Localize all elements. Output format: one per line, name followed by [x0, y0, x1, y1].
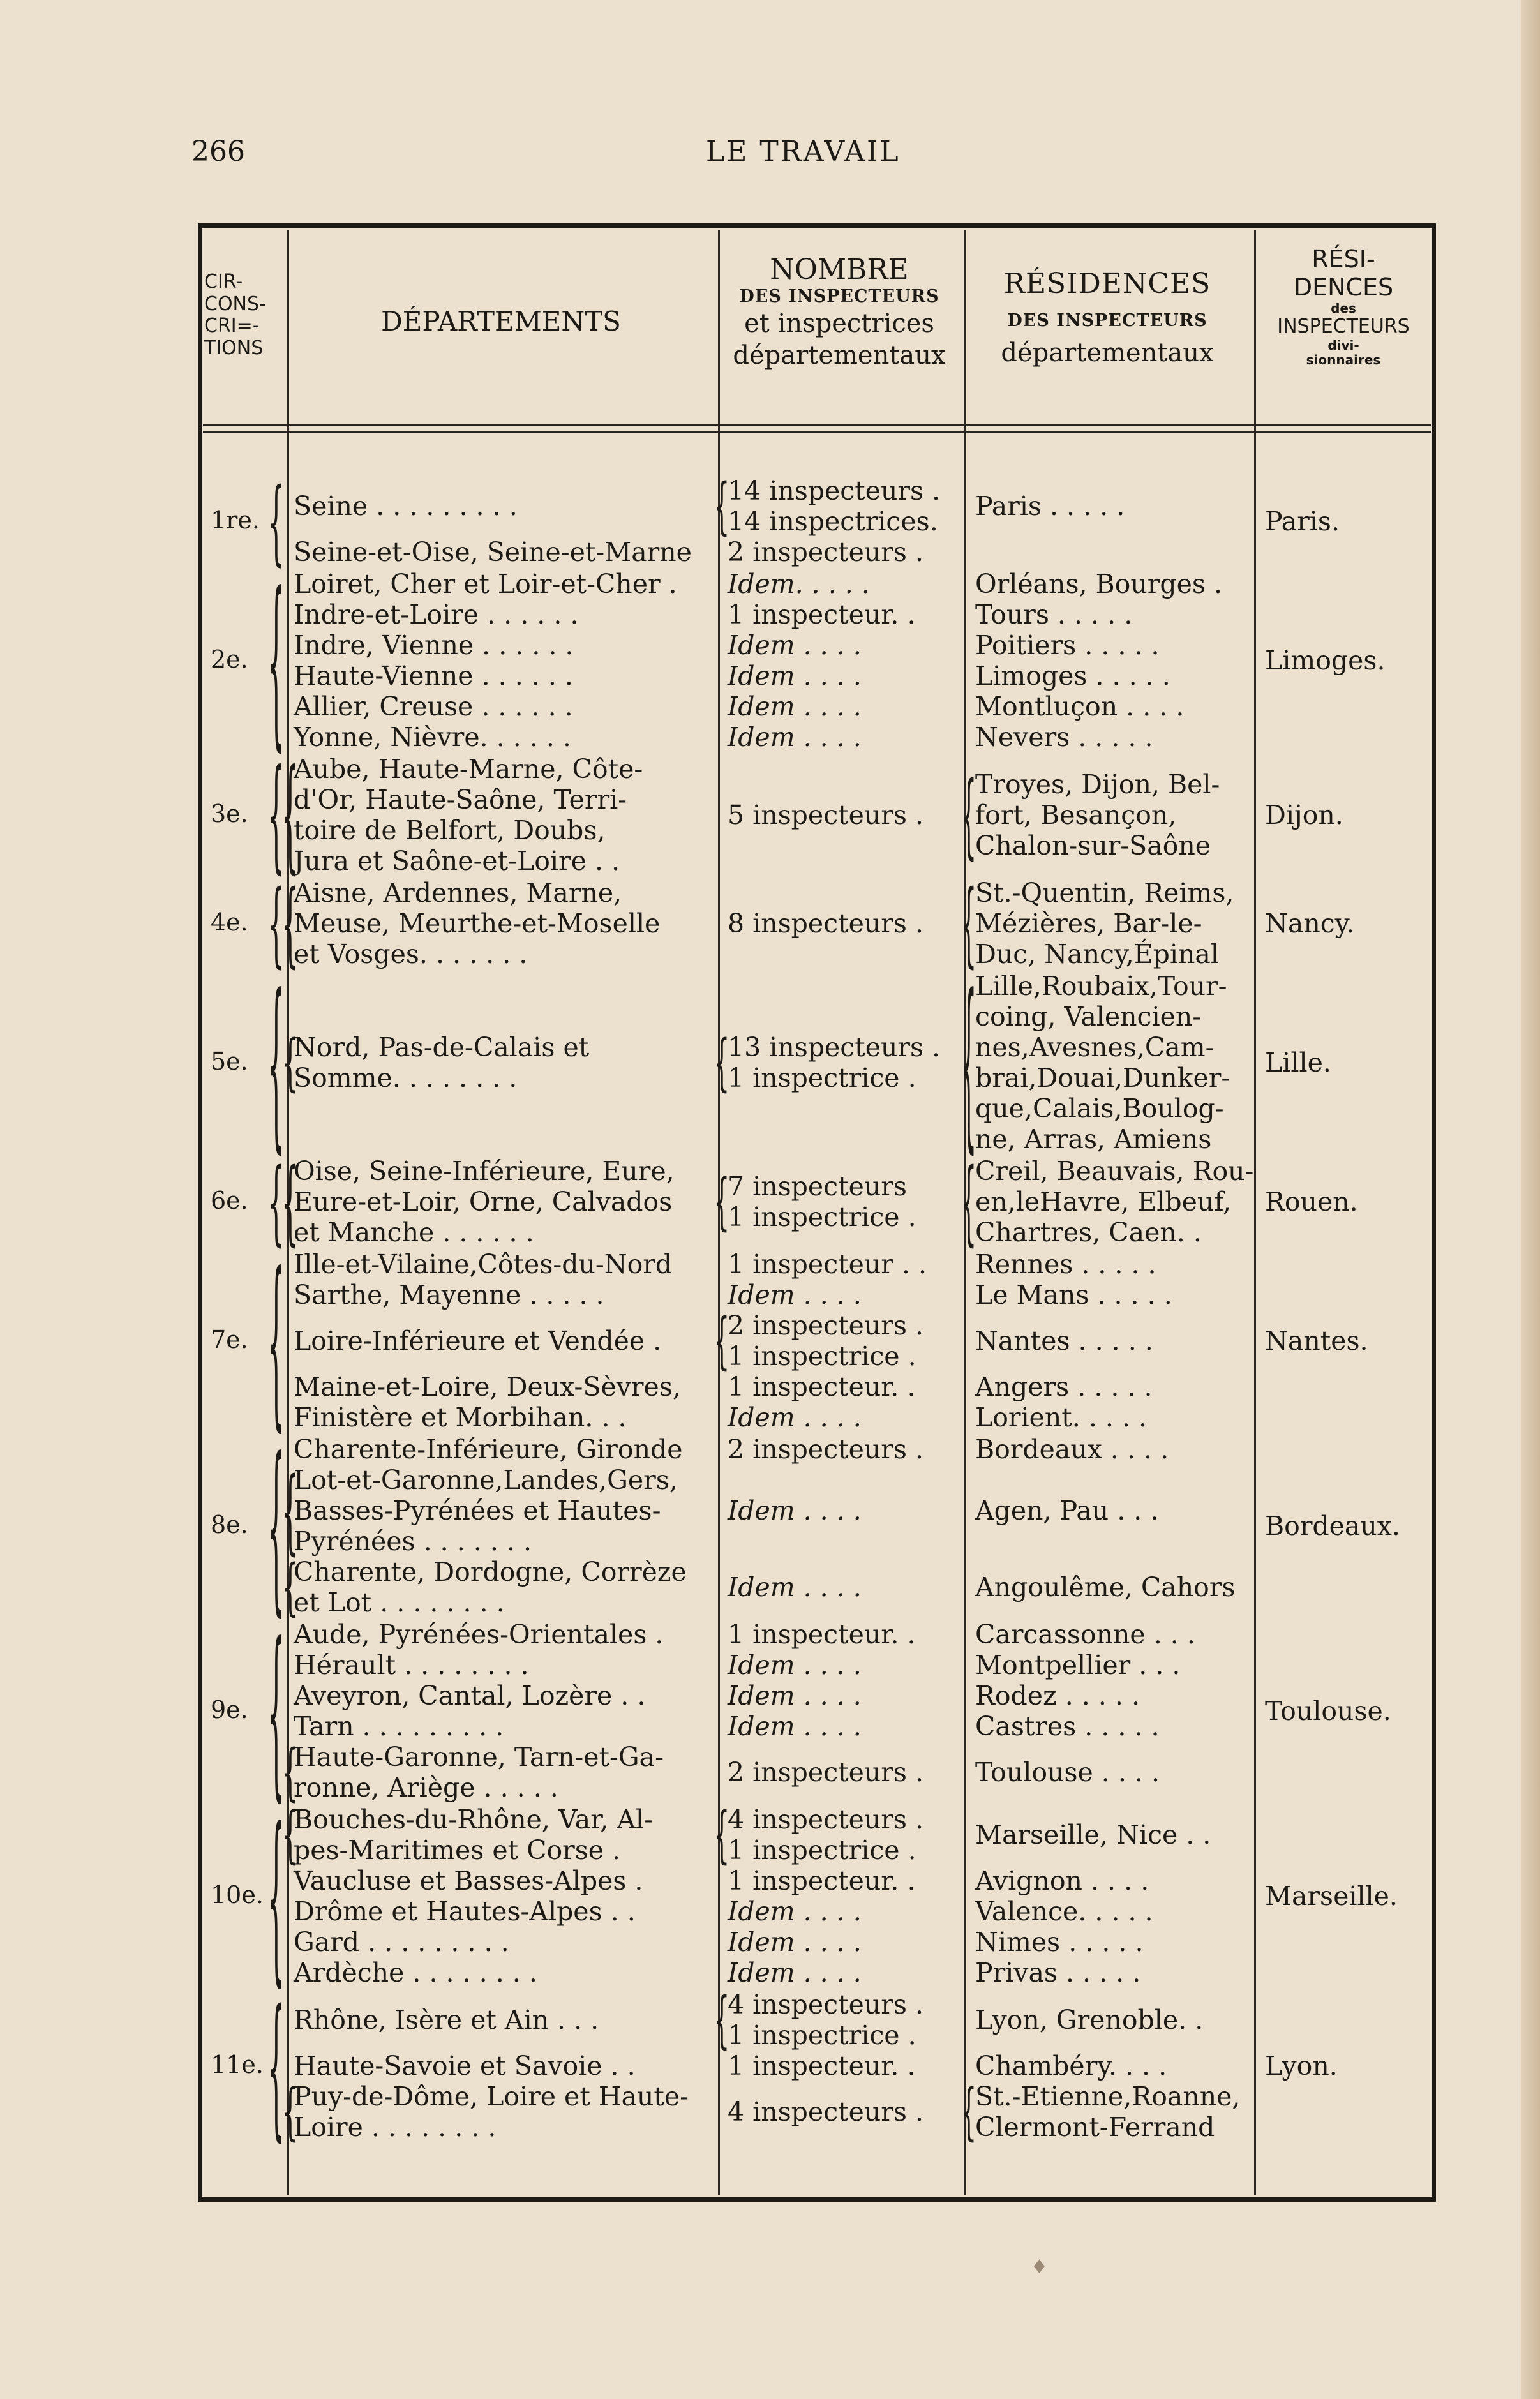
- left-brace: {: [961, 1148, 977, 1255]
- header-divisionnaires: RÉSI- DENCES des INSPECTEURS divi- sionnaires: [1277, 245, 1410, 368]
- departement-cell: Tarn . . . . . . . . .: [294, 1711, 504, 1742]
- residence-cell: Tours . . . . .: [975, 599, 1133, 630]
- residence-cell: fort, Besançon,: [975, 800, 1177, 830]
- header-nombre: NOMBRE DES INSPECTEURS et inspectrices départementaux: [733, 253, 946, 370]
- left-brace: {: [282, 1737, 299, 1808]
- nombre-cell: 1 inspectrice .: [728, 1202, 916, 1232]
- left-brace: {: [268, 468, 285, 575]
- departement-cell: Aveyron, Cantal, Lozère . .: [294, 1680, 646, 1711]
- residence-cell: Chartres, Caen. .: [975, 1217, 1202, 1248]
- nombre-cell: 1 inspecteur . .: [728, 1249, 927, 1280]
- nombre-cell: 2 inspecteurs .: [728, 1310, 923, 1341]
- header-residences: RÉSIDENCES DES INSPECTEURS départementaux: [1001, 267, 1214, 368]
- departement-cell: Ardèche . . . . . . . .: [294, 1957, 537, 1988]
- left-brace: {: [961, 761, 977, 869]
- left-brace: {: [714, 1166, 730, 1237]
- nombre-cell: 13 inspecteurs .: [728, 1032, 941, 1063]
- residence-cell: en,leHavre, Elbeuf,: [975, 1186, 1232, 1217]
- nombre-cell: Idem . . . .: [728, 661, 862, 691]
- departement-cell: Drôme et Hautes-Alpes . .: [294, 1896, 636, 1927]
- nombre-cell: 1 inspectrice .: [728, 2020, 916, 2051]
- departement-cell: pes-Maritimes et Corse .: [294, 1835, 621, 1865]
- nombre-cell: 5 inspecteurs .: [728, 800, 923, 830]
- circonscription-label: 8e.: [211, 1511, 248, 1539]
- residence-cell: St.-Etienne,Roanne,: [975, 2081, 1241, 2112]
- nombre-cell: 1 inspectrice .: [728, 1341, 916, 1371]
- nombre-cell: Idem . . . .: [728, 1280, 862, 1310]
- header-circonscriptions: CIR- CONS- CRI=- TIONS: [204, 271, 266, 359]
- departement-cell: Puy-de-Dôme, Loire et Haute-: [294, 2081, 689, 2112]
- departement-cell: Indre, Vienne . . . . . .: [294, 630, 574, 661]
- residence-cell: Angers . . . . .: [975, 1371, 1153, 1402]
- nombre-cell: Idem . . . .: [728, 1896, 862, 1927]
- departement-cell: Ille-et-Vilaine,Côtes-du-Nord: [294, 1249, 673, 1280]
- departement-cell: Gard . . . . . . . . .: [294, 1927, 509, 1957]
- circonscription-label: 2e.: [211, 645, 248, 673]
- departement-cell: Bouches-du-Rhône, Var, Al-: [294, 1804, 653, 1835]
- header-departements: DÉPARTEMENTS: [381, 306, 621, 337]
- residence-cell: Limoges . . . . .: [975, 661, 1170, 691]
- residence-cell: Paris . . . . .: [975, 491, 1125, 521]
- residence-cell: Privas . . . . .: [975, 1957, 1141, 1988]
- residence-cell: Bordeaux . . . .: [975, 1434, 1169, 1465]
- departement-cell: Oise, Seine-Inférieure, Eure,: [294, 1156, 675, 1186]
- left-brace: {: [268, 1977, 285, 2155]
- departement-cell: Loiret, Cher et Loir-et-Cher .: [294, 569, 677, 599]
- residence-cell: Duc, Nancy,Épinal: [975, 939, 1219, 969]
- division-residence: Marseille.: [1265, 1881, 1398, 1911]
- residence-cell: Montluçon . . . .: [975, 691, 1185, 722]
- departement-cell: et Lot . . . . . . . .: [294, 1587, 505, 1618]
- circonscription-label: 10e.: [211, 1881, 264, 1909]
- residence-cell: Angoulême, Cahors: [975, 1572, 1236, 1603]
- departement-cell: d'Or, Haute-Saône, Terri-: [294, 784, 627, 815]
- left-brace: {: [961, 2076, 977, 2148]
- departement-cell: Sarthe, Mayenne . . . . .: [294, 1280, 604, 1310]
- residence-cell: Toulouse . . . .: [975, 1757, 1160, 1788]
- residence-cell: Castres . . . . .: [975, 1711, 1160, 1742]
- left-brace: {: [268, 1234, 285, 1447]
- nombre-cell: 1 inspectrice .: [728, 1835, 916, 1865]
- left-brace: {: [282, 1551, 299, 1623]
- division-residence: Nancy.: [1265, 908, 1355, 939]
- page-edge: [1521, 0, 1540, 2399]
- residence-cell: Creil, Beauvais, Rou-: [975, 1156, 1254, 1186]
- left-brace: {: [282, 1799, 299, 1871]
- circonscription-label: 9e.: [211, 1696, 248, 1724]
- division-residence: Paris.: [1265, 506, 1340, 537]
- left-brace: {: [268, 553, 285, 767]
- residence-cell: ne, Arras, Amiens: [975, 1124, 1212, 1155]
- nombre-cell: 1 inspecteur. .: [728, 599, 916, 630]
- departement-cell: Seine-et-Oise, Seine-et-Marne: [294, 537, 692, 567]
- departement-cell: Allier, Creuse . . . . . .: [294, 691, 573, 722]
- nombre-cell: 2 inspecteurs .: [728, 1757, 923, 1788]
- division-residence: Rouen.: [1265, 1186, 1358, 1217]
- nombre-cell: 2 inspecteurs .: [728, 1434, 923, 1465]
- residence-cell: brai,Douai,Dunker-: [975, 1063, 1230, 1093]
- nombre-cell: Idem . . . .: [728, 1680, 862, 1711]
- running-head: [0, 135, 1540, 174]
- residence-cell: nes,Avesnes,Cam-: [975, 1032, 1215, 1063]
- circonscription-label: 6e.: [211, 1186, 248, 1214]
- residence-cell: Chalon-sur-Saône: [975, 830, 1211, 861]
- residence-cell: que,Calais,Boulog-: [975, 1093, 1224, 1124]
- residence-cell: Clermont-Ferrand: [975, 2112, 1215, 2142]
- division-residence: Toulouse.: [1265, 1696, 1391, 1726]
- residence-cell: Avignon . . . .: [975, 1865, 1149, 1896]
- residence-cell: Rodez . . . . .: [975, 1680, 1140, 1711]
- departement-cell: Haute-Savoie et Savoie . .: [294, 2051, 636, 2081]
- nombre-cell: Idem . . . .: [728, 1495, 862, 1526]
- departement-cell: Indre-et-Loire . . . . . .: [294, 599, 579, 630]
- left-brace: {: [282, 2076, 299, 2148]
- left-brace: {: [268, 1604, 285, 1818]
- left-brace: {: [714, 1027, 730, 1098]
- departement-cell: Aube, Haute-Marne, Côte-: [294, 754, 643, 784]
- left-brace: {: [268, 955, 285, 1169]
- departement-cell: Vaucluse et Basses-Alpes .: [294, 1865, 643, 1896]
- departement-cell: et Manche . . . . . .: [294, 1217, 534, 1248]
- division-residence: Nantes.: [1265, 1326, 1368, 1356]
- circonscription-label: 3e.: [211, 800, 248, 828]
- departement-cell: Pyrénées . . . . . . .: [294, 1526, 532, 1557]
- departement-cell: Lot-et-Garonne,Landes,Gers,: [294, 1465, 678, 1495]
- circonscription-label: 4e.: [211, 908, 248, 936]
- header-rule: [203, 424, 1431, 426]
- nombre-cell: 7 inspecteurs: [728, 1171, 907, 1202]
- departement-cell: Nord, Pas-de-Calais et: [294, 1032, 590, 1063]
- nombre-cell: 2 inspecteurs .: [728, 537, 923, 567]
- left-brace: {: [268, 744, 285, 886]
- left-brace: {: [714, 470, 730, 542]
- left-brace: {: [282, 744, 299, 886]
- left-brace: {: [282, 1148, 299, 1255]
- division-residence: Bordeaux.: [1265, 1511, 1400, 1541]
- nombre-cell: 4 inspecteurs .: [728, 1989, 923, 2020]
- division-residence: Dijon.: [1265, 800, 1343, 830]
- residence-cell: Montpellier . . .: [975, 1650, 1181, 1680]
- nombre-cell: Idem . . . .: [728, 691, 862, 722]
- division-residence: Lille.: [1265, 1047, 1331, 1078]
- nombre-cell: Idem . . . .: [728, 1957, 862, 1988]
- departement-cell: Finistère et Morbihan. . .: [294, 1402, 627, 1433]
- nombre-cell: 1 inspecteur. .: [728, 1619, 916, 1650]
- division-residence: Lyon.: [1265, 2051, 1338, 2081]
- residence-cell: Lyon, Grenoble. .: [975, 2005, 1204, 2035]
- nombre-cell: Idem. . . . .: [728, 569, 870, 599]
- departement-cell: Jura et Saône-et-Loire . .: [294, 846, 620, 876]
- nombre-cell: 1 inspectrice .: [728, 1063, 916, 1093]
- running-title: LE TRAVAIL: [706, 135, 901, 168]
- nombre-cell: 14 inspectrices.: [728, 506, 938, 537]
- residence-cell: Troyes, Dijon, Bel-: [975, 769, 1220, 800]
- residence-cell: Orléans, Bourges .: [975, 569, 1222, 599]
- residence-cell: Le Mans . . . . .: [975, 1280, 1172, 1310]
- residence-cell: coing, Valencien-: [975, 1001, 1202, 1032]
- circonscription-label: 5e.: [211, 1047, 248, 1075]
- nombre-cell: Idem . . . .: [728, 1927, 862, 1957]
- departement-cell: Yonne, Nièvre. . . . . .: [294, 722, 571, 752]
- departement-cell: ronne, Ariège . . . . .: [294, 1772, 558, 1803]
- nombre-cell: 14 inspecteurs .: [728, 475, 941, 506]
- residence-cell: Agen, Pau . . .: [975, 1495, 1159, 1526]
- departement-cell: Loire-Inférieure et Vendée .: [294, 1326, 662, 1356]
- residence-cell: Rennes . . . . .: [975, 1249, 1156, 1280]
- left-brace: {: [714, 1305, 730, 1377]
- nombre-cell: 1 inspecteur. .: [728, 1371, 916, 1402]
- ink-mark: ♦: [1031, 2256, 1048, 2278]
- nombre-cell: 1 inspecteur. .: [728, 1865, 916, 1896]
- circonscription-label: 1re.: [211, 506, 260, 534]
- left-brace: {: [268, 870, 285, 977]
- departement-cell: Eure-et-Loir, Orne, Calvados: [294, 1186, 673, 1217]
- left-brace: {: [282, 1027, 299, 1098]
- nombre-cell: Idem . . . .: [728, 1711, 862, 1742]
- residence-cell: Mézières, Bar-le-: [975, 908, 1202, 939]
- left-brace: {: [282, 1457, 299, 1564]
- departement-cell: Haute-Garonne, Tarn-et-Ga-: [294, 1742, 664, 1772]
- departement-cell: Charente, Dordogne, Corrèze: [294, 1557, 687, 1587]
- departement-cell: Aisne, Ardennes, Marne,: [294, 878, 622, 908]
- residence-cell: Valence. . . . .: [975, 1896, 1153, 1927]
- departement-cell: Basses-Pyrénées et Hautes-: [294, 1495, 661, 1526]
- left-brace: {: [268, 1789, 285, 2003]
- departement-cell: Haute-Vienne . . . . . .: [294, 661, 573, 691]
- departement-cell: Maine-et-Loire, Deux-Sèvres,: [294, 1371, 681, 1402]
- departement-cell: Aude, Pyrénées-Orientales .: [294, 1619, 664, 1650]
- residence-cell: Nantes . . . . .: [975, 1326, 1153, 1356]
- departement-cell: Hérault . . . . . . . .: [294, 1650, 529, 1680]
- division-residence: Limoges.: [1265, 645, 1386, 676]
- residence-cell: Poitiers . . . . .: [975, 630, 1160, 661]
- departement-cell: toire de Belfort, Doubs,: [294, 815, 606, 846]
- nombre-cell: Idem . . . .: [728, 722, 862, 752]
- nombre-cell: 4 inspecteurs .: [728, 2096, 923, 2127]
- left-brace: {: [282, 870, 299, 977]
- left-brace: {: [714, 1799, 730, 1871]
- departement-cell: et Vosges. . . . . . .: [294, 939, 528, 969]
- nombre-cell: Idem . . . .: [728, 1572, 862, 1603]
- departement-cell: Meuse, Meurthe-et-Moselle: [294, 908, 661, 939]
- departement-cell: Somme. . . . . . . .: [294, 1063, 518, 1093]
- departement-cell: Loire . . . . . . . .: [294, 2112, 497, 2142]
- departement-cell: Rhône, Isère et Ain . . .: [294, 2005, 599, 2035]
- nombre-cell: 1 inspecteur. .: [728, 2051, 916, 2081]
- circonscription-label: 7e.: [211, 1326, 248, 1354]
- nombre-cell: Idem . . . .: [728, 1650, 862, 1680]
- left-brace: {: [961, 955, 977, 1169]
- page-number: 266: [191, 135, 245, 168]
- left-brace: {: [268, 1148, 285, 1255]
- residence-cell: Carcassonne . . .: [975, 1619, 1195, 1650]
- circonscription-label: 11e.: [211, 2051, 264, 2079]
- residence-cell: St.-Quentin, Reims,: [975, 878, 1234, 908]
- residence-cell: Marseille, Nice . .: [975, 1820, 1211, 1850]
- left-brace: {: [961, 870, 977, 977]
- residence-cell: Chambéry. . . .: [975, 2051, 1167, 2081]
- nombre-cell: 8 inspecteurs .: [728, 908, 923, 939]
- residence-cell: Nevers . . . . .: [975, 722, 1153, 752]
- nombre-cell: Idem . . . .: [728, 630, 862, 661]
- departement-cell: Charente-Inférieure, Gironde: [294, 1434, 683, 1465]
- departement-cell: Seine . . . . . . . . .: [294, 491, 518, 521]
- header-rule: [203, 431, 1431, 433]
- residence-cell: Lorient. . . . .: [975, 1402, 1148, 1433]
- nombre-cell: 4 inspecteurs .: [728, 1804, 923, 1835]
- nombre-cell: Idem . . . .: [728, 1402, 862, 1433]
- left-brace: {: [268, 1419, 285, 1633]
- residence-cell: Nimes . . . . .: [975, 1927, 1144, 1957]
- residence-cell: Lille,Roubaix,Tour-: [975, 971, 1227, 1001]
- left-brace: {: [714, 1984, 730, 2056]
